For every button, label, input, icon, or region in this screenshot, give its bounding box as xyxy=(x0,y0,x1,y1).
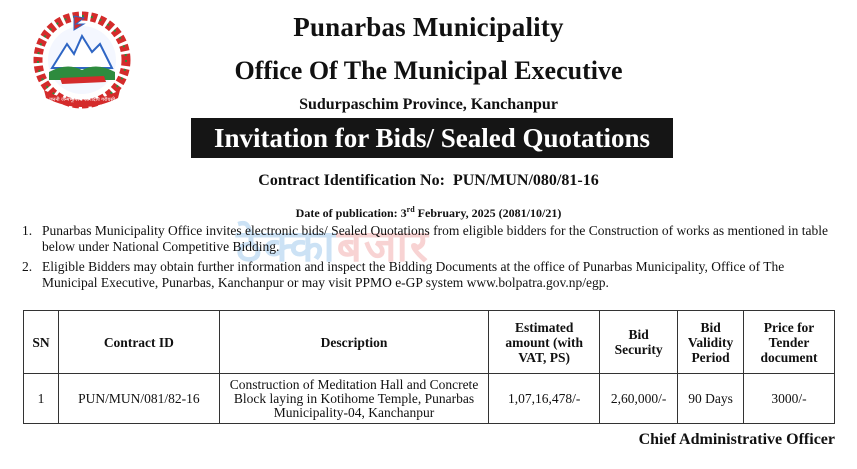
publication-label: Date of publication: xyxy=(295,206,398,220)
header-contract-id: Contract ID xyxy=(58,311,219,374)
header-bid-validity: Bid Validity Period xyxy=(678,311,744,374)
cell-sn: 1 xyxy=(24,374,59,424)
cell-tender-price: 3000/- xyxy=(744,374,835,424)
header-tender-price: Price for Tender document xyxy=(744,311,835,374)
contract-number: PUN/MUN/080/81-16 xyxy=(452,172,599,189)
header-estimated-amount: Estimated amount (with VAT, PS) xyxy=(489,311,600,374)
cell-bid-security: 2,60,000/- xyxy=(600,374,678,424)
municipality-title: Punarbas Municipality xyxy=(293,12,564,42)
invitation-banner xyxy=(191,118,673,158)
publication-ordinal: rd xyxy=(406,205,415,214)
bids-table xyxy=(23,310,835,424)
header-bid-security: Bid Security xyxy=(600,311,678,374)
cell-estimated-amount: 1,07,16,478/- xyxy=(489,374,600,424)
cell-bid-validity: 90 Days xyxy=(678,374,744,424)
contract-identification xyxy=(0,172,857,190)
watermark-part-1: ठेक्का xyxy=(236,221,337,272)
contract-label: Contract Identification No: xyxy=(258,172,445,189)
header-description: Description xyxy=(219,311,488,374)
header-sn: SN xyxy=(24,311,59,374)
paragraph-number: 2. xyxy=(22,259,33,274)
emblem-motto: जननी जन्मभूमिश्च स्वर्गादपि गरीयसी xyxy=(48,97,116,103)
watermark-part-2: बजार xyxy=(336,221,430,272)
table-header-row xyxy=(24,311,835,374)
paragraph-2 xyxy=(22,259,837,291)
banner-text: Invitation for Bids/ Sealed Quotations xyxy=(213,122,651,153)
location-subtitle: Sudurpaschim Province, Kanchanpur xyxy=(299,96,558,113)
cell-description: Construction of Meditation Hall and Concrete Block laying in Kotihome Temple, Punarbas Municipality-04, Kanchanpur xyxy=(219,374,488,424)
publication-rest: February, 2025 (2081/10/21) xyxy=(414,206,562,220)
office-title: Office Of The Municipal Executive xyxy=(234,56,623,85)
paragraph-1 xyxy=(22,223,837,255)
signatory-title: Chief Administrative Officer xyxy=(638,431,835,448)
paragraph-text: Punarbas Municipality Office invites electronic bids/ Sealed Quotations from eligible bidders for the Construction of works as mentioned in table below under National Competitive Bidding. xyxy=(42,223,828,254)
cell-contract-id: PUN/MUN/081/82-16 xyxy=(58,374,219,424)
table-row xyxy=(24,374,835,424)
publication-day: 3 xyxy=(400,206,407,220)
paragraph-number: 1. xyxy=(22,223,33,238)
paragraph-text: Eligible Bidders may obtain further information and inspect the Bidding Documents at the office of Punarbas Municipality, Office of The Municipal Executive, Punarbas, Kanchanpur or may visit PPMO e-GP system www.bolpatra.gov.np/egp. xyxy=(42,259,785,290)
publication-date xyxy=(0,205,857,221)
